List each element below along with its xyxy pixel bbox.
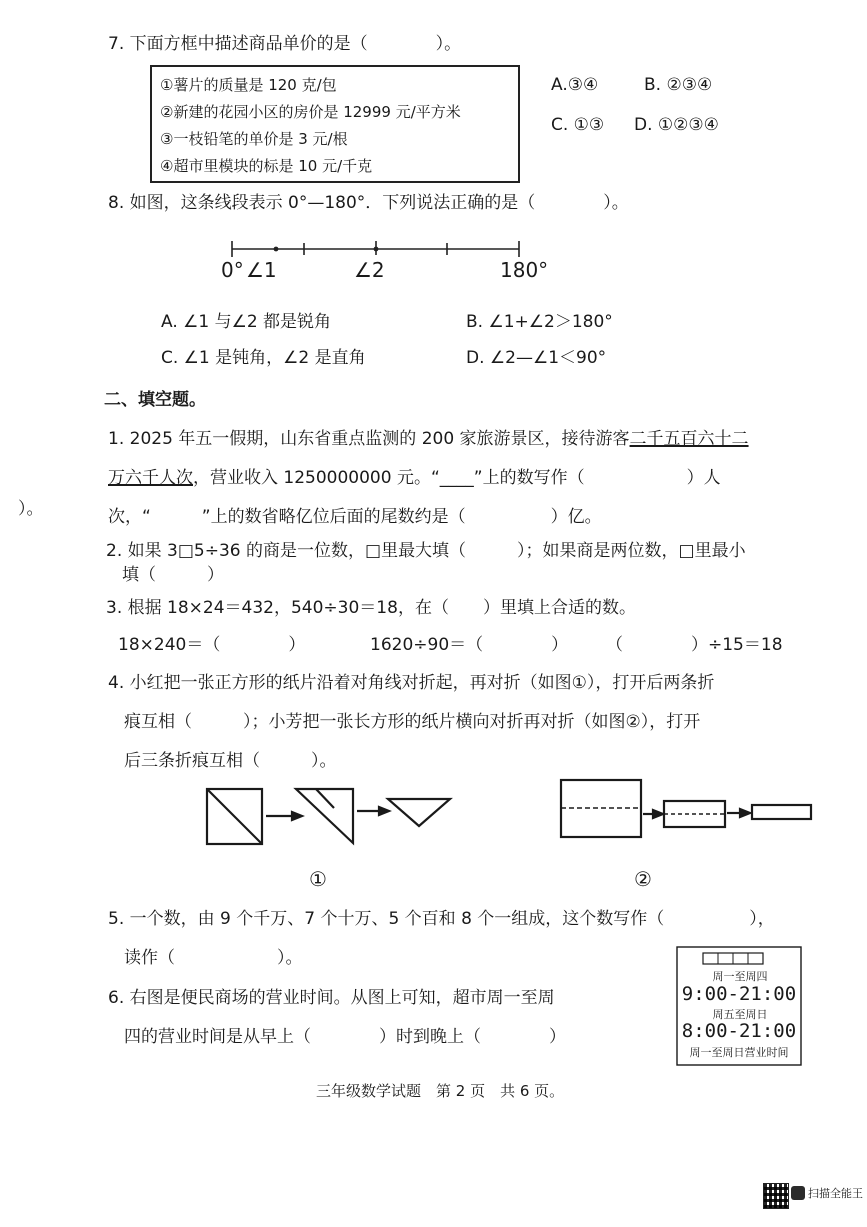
q7-option-c: C. ①③ [551,115,605,135]
q7-option-d: D. ①②③④ [634,115,719,135]
q8-option-b: B. ∠1+∠2＞180° [466,312,613,332]
ruler-label-angle2: ∠2 [354,258,385,282]
fig-label-2: ② [634,867,652,891]
ruler-label-angle1: ∠1 [246,258,277,282]
sign-label-2: 周五至周日 [712,1008,768,1021]
q7-stem: 7. 下面方框中描述商品单价的是（ ）。 [108,34,462,54]
section-title: 二、填空题。 [104,390,206,410]
f3-expression-3: （ ）÷15＝18 [606,635,783,655]
f1-line-2-text: ，营业收入 1250000000 元。“____”上的数写作（ ）人 [193,468,721,488]
f6-line-2: 四的营业时间是从早上（ ）时到晚上（ ） [124,1027,566,1047]
q7-option-b: B. ②③④ [644,75,713,95]
f1-line-1 [108,428,749,450]
f1-line-1-text: 1. 2025 年五一假期，山东省重点监测的 200 家旅游景区，接待游客 [108,429,630,449]
f1-underlined-number-b: 万六千人次 [108,468,193,488]
q8-option-a: A. ∠1 与∠2 都是锐角 [161,312,332,332]
f4-line-1: 4. 小红把一张正方形的纸片沿着对角线对折起，再对折（如图①），打开后两条折 [108,673,715,693]
f2-line-2: 填（ ） [122,565,224,585]
q7-box-line-3: ③一枝铅笔的单价是 3 元/根 [160,130,348,148]
q8-option-d: D. ∠2—∠1＜90° [466,348,607,368]
fold-figure-2 [561,780,811,837]
f5-line-2: 读作（ ）。 [124,948,303,968]
f4-line-3: 后三条折痕互相（ ）。 [124,751,337,771]
f3-line-1: 3. 根据 18×24＝432，540÷30＝18，在（ ）里填上合适的数。 [106,598,636,618]
watermark-text: 扫描全能王 [808,1187,863,1200]
page-footer: 三年级数学试题 第 2 页 共 6 页。 [316,1082,565,1100]
q7-box-line-2: ②新建的花园小区的房价是 12999 元/平方米 [160,103,461,121]
sign-time-2: 8:00-21:00 [681,1020,797,1042]
f3-expression-2: 1620÷90＝（ ） [370,635,569,655]
sign-time-1: 9:00-21:00 [681,983,797,1005]
f2-line-1: 2. 如果 3□5÷36 的商是一位数，□里最大填（ ）；如果商是两位数，□里最小 [106,541,746,561]
f6-line-1: 6. 右图是便民商场的营业时间。从图上可知，超市周一至周 [108,988,555,1008]
scanner-app-icon [791,1186,805,1200]
fold-figure-1 [207,789,450,844]
q7-option-a: A.③④ [551,75,599,95]
f1-line-2 [108,467,721,489]
ruler-label-0: 0° [221,258,244,282]
q7-box-line-4: ④超市里模块的标是 10 元/千克 [160,157,373,175]
ruler-label-180: 180° [500,258,549,282]
q8-stem: 8. 如图，这条线段表示 0°—180°．下列说法正确的是（ ）。 [108,193,629,213]
sign-label-1: 周一至周四 [712,970,768,983]
sign-footer: 周一至周日营业时间 [689,1046,789,1059]
margin-mark: ）。 [18,499,44,519]
f5-line-1: 5. 一个数，由 9 个千万、7 个十万、5 个百和 8 个一组成，这个数写作（ ）， [108,909,775,929]
ruler-point-angle2 [374,247,379,252]
qr-code-icon [763,1183,789,1209]
f3-expression-1: 18×240＝（ ） [118,635,306,655]
q7-box-line-1: ①薯片的质量是 120 克/包 [160,76,337,94]
f4-line-2: 痕互相（ ）；小芳把一张长方形的纸片横向对折再对折（如图②），打开 [124,712,701,732]
f1-underlined-number-a: 二千五百六十二 [629,429,749,449]
f1-line-3: 次，“ ”上的数省略亿位后面的尾数约是（ ）亿。 [108,507,602,527]
ruler-point-angle1 [274,247,279,252]
fig-label-1: ① [309,867,327,891]
q8-option-c: C. ∠1 是钝角，∠2 是直角 [161,348,366,368]
